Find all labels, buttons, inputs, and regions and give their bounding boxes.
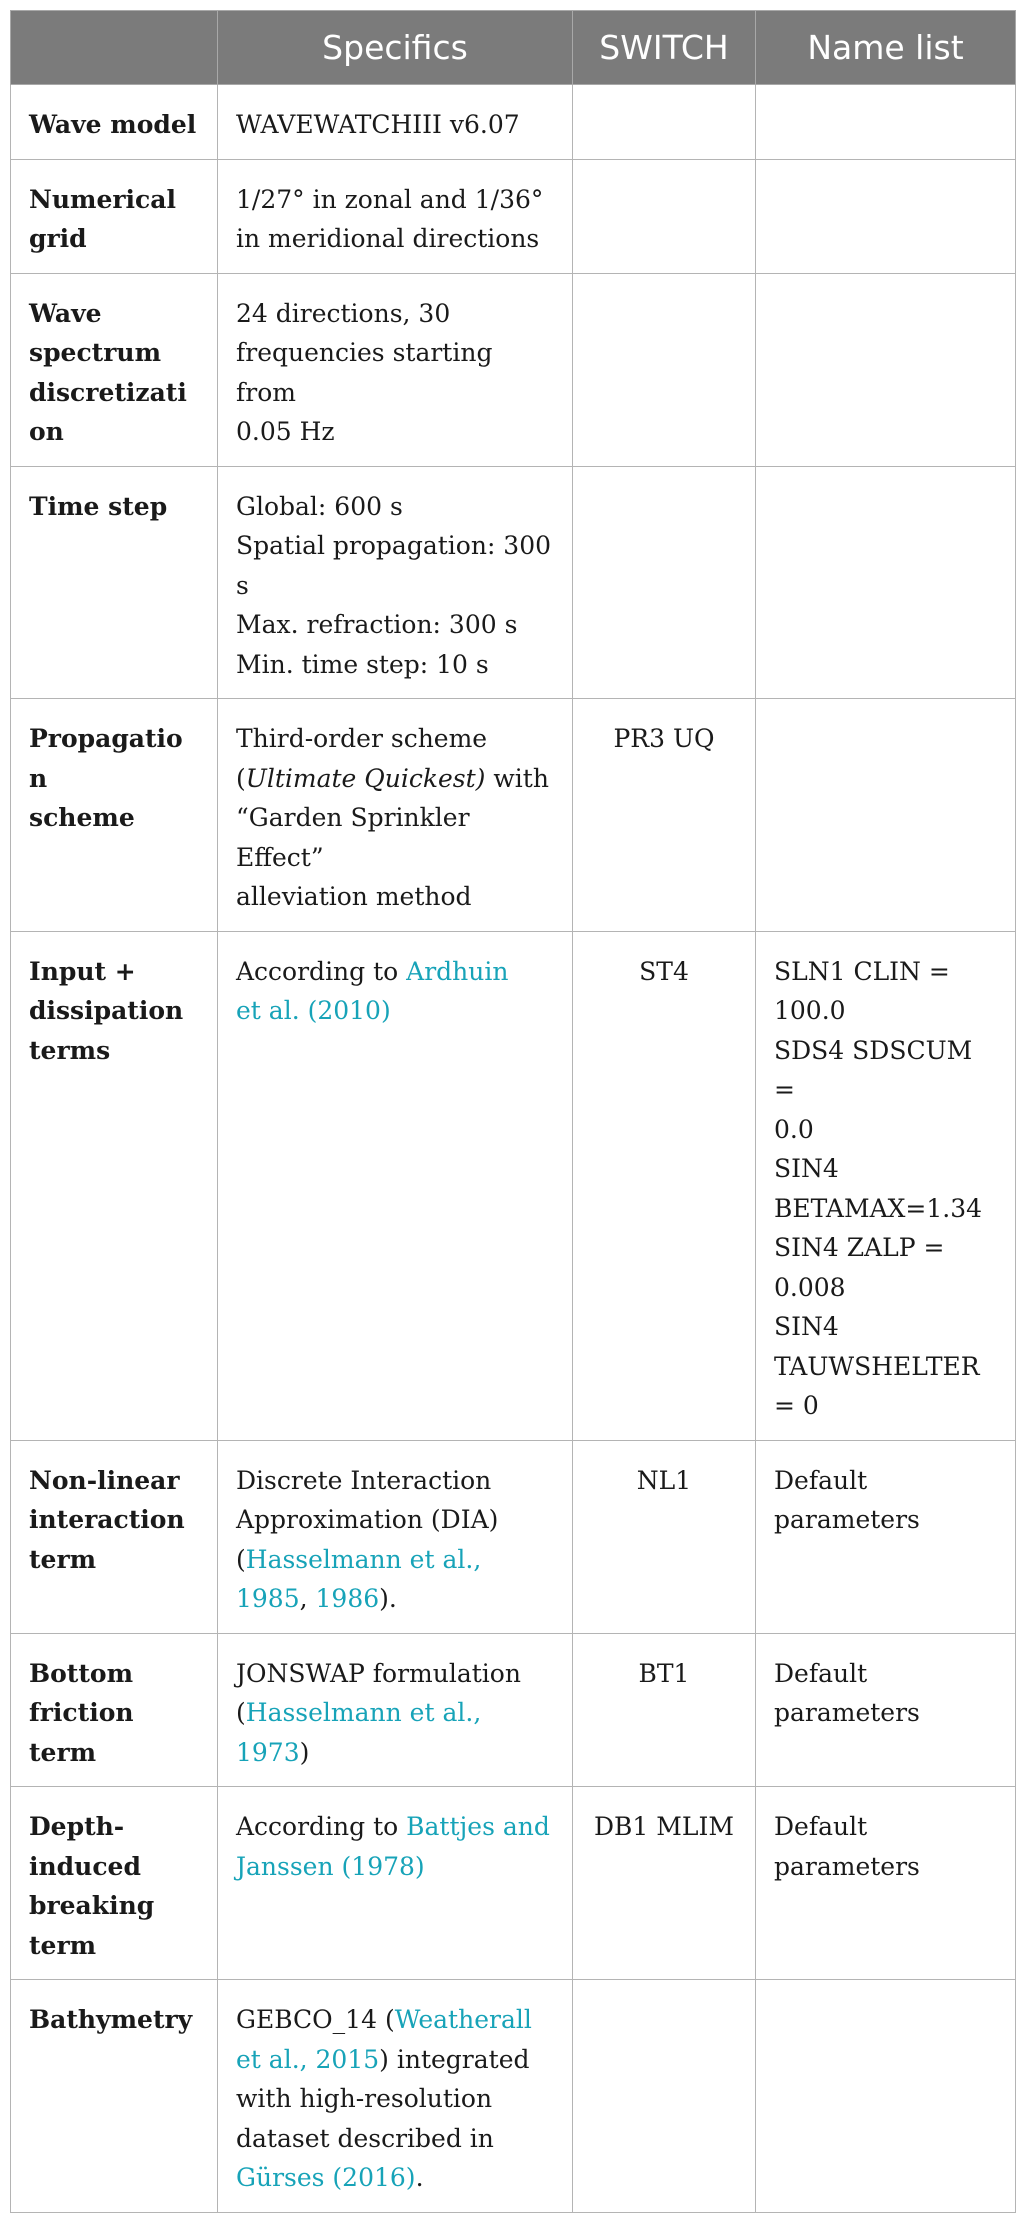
row-label: Depth- induced breaking term xyxy=(11,1787,218,1980)
row-specifics: JONSWAP formulation (Hasselmann et al., 1973) xyxy=(218,1633,573,1787)
row-specifics: 1/27° in zonal and 1/36° in meridional directions xyxy=(218,159,573,273)
row-switch: PR3 UQ xyxy=(573,699,756,932)
row-switch: ST4 xyxy=(573,931,756,1440)
parameters-table xyxy=(10,10,1016,2213)
citation-link[interactable]: Janssen (1978) xyxy=(236,1851,425,1881)
row-specifics: Global: 600 s Spatial propagation: 300 s Max. refraction: 300 s Min. time step: 10 s xyxy=(218,466,573,699)
row-specifics: According to Battjes and Janssen (1978) xyxy=(218,1787,573,1980)
header-row xyxy=(11,11,1016,85)
citation-link[interactable]: Gürses (2016) xyxy=(236,2163,416,2192)
row-specifics: According to Ardhuin et al. (2010) xyxy=(218,931,573,1440)
citation-link[interactable]: 1986 xyxy=(315,1584,380,1613)
header-empty-cell xyxy=(11,11,218,85)
row-switch: BT1 xyxy=(573,1633,756,1787)
row-specifics: WAVEWATCHIII v6.07 xyxy=(218,85,573,160)
table-row xyxy=(11,1980,1016,2213)
row-label: Wave spectrum discretization xyxy=(11,273,218,466)
row-label: Time step xyxy=(11,466,218,699)
row-switch: NL1 xyxy=(573,1440,756,1633)
row-name-list: SLN1 CLIN = 100.0 SDS4 SDSCUM = 0.0 SIN4 BETAMAX=1.34 SIN4 ZALP = 0.008 SIN4 TAUWSHELTER = 0 xyxy=(756,931,1016,1440)
header-switch: SWITCH xyxy=(573,11,756,85)
row-switch xyxy=(573,273,756,466)
table-row xyxy=(11,1633,1016,1787)
citation-link[interactable]: 1985 xyxy=(236,1584,300,1613)
row-switch xyxy=(573,159,756,273)
row-label: Propagation scheme xyxy=(11,699,218,932)
row-specifics: Discrete Interaction Approximation (DIA) (Hasselmann et al., 1985, 1986). xyxy=(218,1440,573,1633)
table-row xyxy=(11,1787,1016,1980)
citation-link[interactable]: et al. (2010) xyxy=(236,996,391,1025)
citation-link[interactable]: Weatherall xyxy=(394,2005,532,2034)
row-name-list xyxy=(756,699,1016,932)
row-specifics: Third-order scheme (Ultimate Quickest) with “Garden Sprinkler Effect” alleviation method xyxy=(218,699,573,932)
row-label: Non-linear interaction term xyxy=(11,1440,218,1633)
citation-link[interactable]: et al., 2015 xyxy=(236,2044,380,2074)
row-name-list: Default parameters xyxy=(756,1440,1016,1633)
citation-link[interactable]: Battjes and xyxy=(406,1812,550,1841)
row-switch xyxy=(573,1980,756,2213)
row-name-list xyxy=(756,159,1016,273)
row-name-list xyxy=(756,466,1016,699)
table-row xyxy=(11,466,1016,699)
row-name-list xyxy=(756,85,1016,160)
header-specifics: Specifics xyxy=(218,11,573,85)
table-row xyxy=(11,273,1016,466)
row-switch: DB1 MLIM xyxy=(573,1787,756,1980)
row-label: Bottom friction term xyxy=(11,1633,218,1787)
table-row xyxy=(11,699,1016,932)
table-row xyxy=(11,931,1016,1440)
table-row xyxy=(11,85,1016,160)
row-name-list: Default parameters xyxy=(756,1787,1016,1980)
row-specifics: GEBCO_14 (Weatherall et al., 2015) integrated with high-resolution dataset described in Gürses (2016). xyxy=(218,1980,573,2213)
header-name-list: Name list xyxy=(756,11,1016,85)
citation-link[interactable]: Hasselmann et al., xyxy=(245,1544,482,1574)
row-specifics: 24 directions, 30 frequencies starting from 0.05 Hz xyxy=(218,273,573,466)
row-name-list xyxy=(756,273,1016,466)
row-switch xyxy=(573,85,756,160)
citation-link[interactable]: Hasselmann et al., 1973 xyxy=(236,1698,482,1767)
row-label: Numerical grid xyxy=(11,159,218,273)
table-row xyxy=(11,1440,1016,1633)
row-name-list: Default parameters xyxy=(756,1633,1016,1787)
scheme-name-italic: Ultimate Quickest) xyxy=(245,763,486,793)
row-name-list xyxy=(756,1980,1016,2213)
table-row xyxy=(11,159,1016,273)
row-label: Wave model xyxy=(11,85,218,160)
row-label: Input + dissipation terms xyxy=(11,931,218,1440)
citation-link[interactable]: Ardhuin xyxy=(406,956,509,986)
row-switch xyxy=(573,466,756,699)
row-label: Bathymetry xyxy=(11,1980,218,2213)
